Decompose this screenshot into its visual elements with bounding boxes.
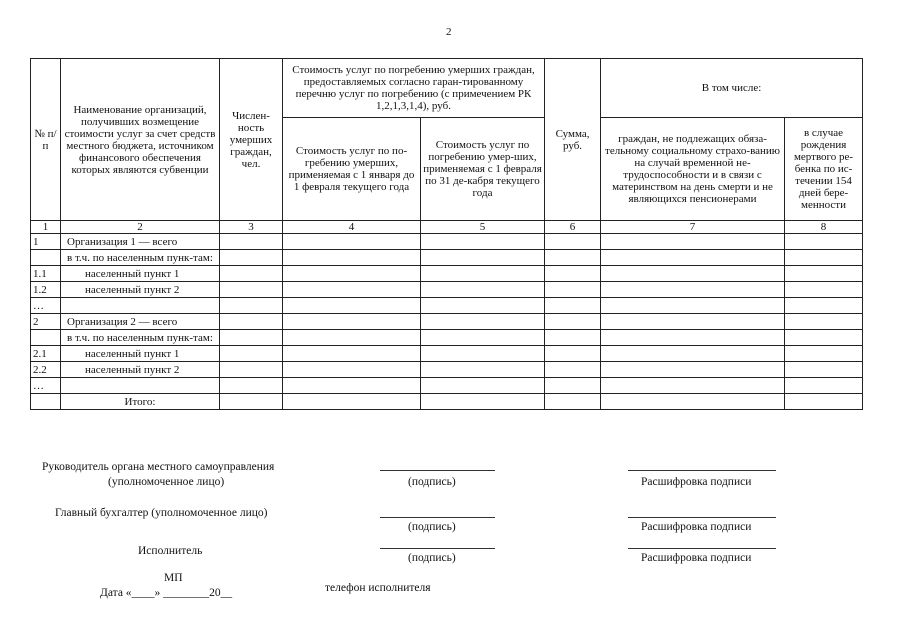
row-name: в т.ч. по населенным пунк-там: [61,330,220,346]
header-col7: граждан, не подлежащих обяза-тельному социальному страхо-ванию на случай временной не-трудоспособности и в связи с материнством на день смерти и не являющихся пенсионерами [601,118,785,221]
row-number: 1.2 [31,282,61,298]
header-cost-feb: Стоимость услуг по погребению умер-ших, применяемая с 1 февраля по 31 де-кабря текущего года [421,118,545,221]
row-cell [601,282,785,298]
decoding-line [628,517,776,518]
row-number: 2.1 [31,346,61,362]
column-number: 8 [785,221,863,234]
row-cell [421,234,545,250]
row-cell [421,266,545,282]
row-cell [220,282,283,298]
column-number: 7 [601,221,785,234]
row-cell [283,330,421,346]
decoding-line [628,548,776,549]
row-name [61,378,220,394]
row-cell [601,266,785,282]
row-cell [220,250,283,266]
row-cell [220,330,283,346]
row-number: 2.2 [31,362,61,378]
page-number: 2 [446,26,452,38]
row-cell [545,266,601,282]
column-numbers-row [31,221,863,234]
row-cell [785,314,863,330]
row-cell [545,298,601,314]
row-cell [421,282,545,298]
row-cell [220,266,283,282]
row-cell [421,314,545,330]
row-cell [545,282,601,298]
row-cell [220,314,283,330]
decoding-line [628,470,776,471]
signature-caption: (подпись) [408,552,456,564]
row-cell [785,378,863,394]
executor-title: Исполнитель [138,545,203,557]
column-number: 5 [421,221,545,234]
row-cell [785,266,863,282]
row-cell [545,234,601,250]
row-cell [785,250,863,266]
row-cell [545,250,601,266]
decoding-caption: Расшифровка подписи [641,552,752,564]
row-cell [283,314,421,330]
table-row [31,362,863,378]
table-row [31,298,863,314]
row-number: … [31,298,61,314]
signature-line [380,548,495,549]
row-cell [545,346,601,362]
signature-line [380,470,495,471]
row-cell [545,378,601,394]
row-cell [601,330,785,346]
row-cell [785,282,863,298]
row-cell [421,362,545,378]
row-cell [283,234,421,250]
table-row [31,234,863,250]
table-row [31,266,863,282]
stamp-place: МП [164,572,183,584]
row-cell [220,346,283,362]
row-cell [601,314,785,330]
signature-caption: (подпись) [408,476,456,488]
row-cell [421,346,545,362]
row-name: Организация 1 — всего [61,234,220,250]
row-name: населенный пункт 2 [61,362,220,378]
table-row [31,378,863,394]
table-row [31,282,863,298]
row-cell [545,362,601,378]
column-number: 3 [220,221,283,234]
row-cell [220,378,283,394]
row-cell [785,234,863,250]
header-col8: в случае рождения мертвого ре-бенка по ис-течении 154 дней бере-менности [785,118,863,221]
phone-label: телефон исполнителя [325,582,431,594]
decoding-caption: Расшифровка подписи [641,521,752,533]
total-label: Итого: [61,394,220,410]
row-number [31,330,61,346]
row-name: Организация 2 — всего [61,314,220,330]
date-field: Дата «____» ________20__ [100,587,233,599]
table-row [31,250,863,266]
row-cell [785,330,863,346]
row-cell [601,250,785,266]
total-row [31,394,863,410]
decoding-caption: Расшифровка подписи [641,476,752,488]
row-cell [421,330,545,346]
row-name: населенный пункт 2 [61,282,220,298]
header-num: № п/п [31,59,61,221]
row-cell [283,346,421,362]
column-number: 2 [61,221,220,234]
header-count: Числен-ность умерших граждан, чел. [220,59,283,221]
header-org-name: Наименование организаций, получивших возмещение стоимости услуг за счет средств местного бюджета, источником финансового обеспечения которых являются субвенции [61,59,220,221]
row-cell [785,346,863,362]
row-cell [283,362,421,378]
accountant-title: Главный бухгалтер (уполномоченное лицо) [55,507,268,519]
row-cell [421,298,545,314]
row-cell [220,234,283,250]
column-number: 4 [283,221,421,234]
row-cell [283,298,421,314]
row-name: в т.ч. по населенным пунк-там: [61,250,220,266]
table-row [31,330,863,346]
head-subtitle: (уполномоченное лицо) [108,476,225,488]
row-cell [785,298,863,314]
signature-caption: (подпись) [408,521,456,533]
row-cell [601,234,785,250]
column-number: 6 [545,221,601,234]
header-sum: Сумма, руб. [545,59,601,221]
header-cost-jan: Стоимость услуг по по-гребению умерших, применяемая с 1 января до 1 февраля текущего года [283,118,421,221]
row-cell [601,298,785,314]
row-number: … [31,378,61,394]
row-cell [421,250,545,266]
row-cell [601,346,785,362]
row-number: 1.1 [31,266,61,282]
row-cell [601,362,785,378]
table-body [31,234,863,394]
row-name: населенный пункт 1 [61,346,220,362]
row-cell [421,378,545,394]
table-row [31,314,863,330]
row-cell [220,362,283,378]
header-including: В том числе: [601,59,863,118]
row-cell [283,250,421,266]
header-cost-group: Стоимость услуг по погребению умерших граждан, предоставляемых согласно гаран-тированному перечню услуг по погребению (с примечением РК 1,2,1,3,1,4), руб. [283,59,545,118]
head-title: Руководитель органа местного самоуправления [42,461,275,473]
row-cell [283,282,421,298]
table-row [31,346,863,362]
row-cell [601,378,785,394]
report-table [30,58,863,410]
row-cell [283,266,421,282]
signature-line [380,517,495,518]
row-name: населенный пункт 1 [61,266,220,282]
row-number: 2 [31,314,61,330]
row-name [61,298,220,314]
row-cell [545,314,601,330]
column-number: 1 [31,221,61,234]
row-number [31,250,61,266]
row-cell [545,330,601,346]
row-cell [283,378,421,394]
row-number: 1 [31,234,61,250]
row-cell [785,362,863,378]
row-cell [220,298,283,314]
